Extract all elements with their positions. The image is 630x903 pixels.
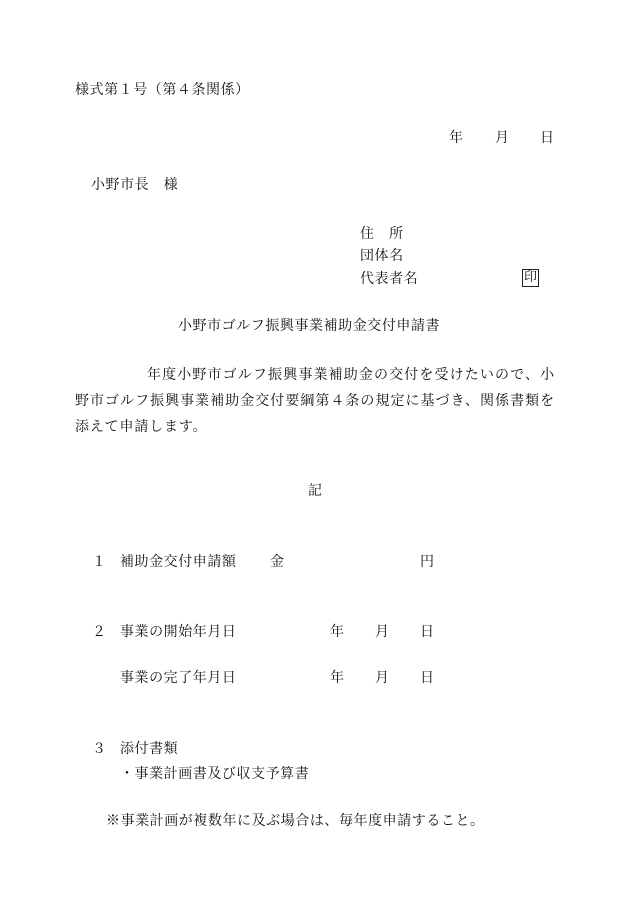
item3-number: ３	[92, 741, 107, 757]
date-year: 年	[449, 130, 464, 146]
organization-label: 団体名	[360, 248, 404, 264]
seal-mark: 印	[523, 270, 537, 285]
ki-label: 記	[308, 483, 323, 499]
item3-label: 添付書類	[120, 741, 179, 757]
item1-number: １	[92, 554, 107, 570]
footnote: ※事業計画が複数年に及ぶ場合は、毎年度申請すること。	[106, 813, 485, 829]
item2-end-year: 年	[330, 670, 345, 686]
item2-end-day: 日	[420, 670, 435, 686]
item2-end-label: 事業の完了年月日	[120, 670, 237, 686]
form-number: 様式第１号（第４条関係）	[75, 82, 250, 98]
date-month: 月	[495, 130, 510, 146]
item1-unit: 円	[420, 554, 435, 570]
application-body-text: 年度小野市ゴルフ振興事業補助金の交付を受けたいので、小野市ゴルフ振興事業補助金交付要綱第４条の規定に基づき、関係書類を添えて申請します。	[75, 367, 555, 435]
item2-number: ２	[92, 624, 107, 640]
item2-end-month: 月	[375, 670, 390, 686]
addressee: 小野市長 様	[91, 177, 179, 193]
item2-start-day: 日	[420, 624, 435, 640]
item3-attachment: ・事業計画書及び収支予算書	[120, 766, 310, 782]
item2-start-month: 月	[375, 624, 390, 640]
representative-label: 代表者名	[360, 271, 419, 287]
item2-start-label: 事業の開始年月日	[120, 624, 237, 640]
date-day: 日	[540, 130, 555, 146]
item2-start-year: 年	[330, 624, 345, 640]
address-label: 住 所	[360, 226, 404, 242]
document-title: 小野市ゴルフ振興事業補助金交付申請書	[178, 318, 441, 334]
item1-prefix: 金	[270, 554, 285, 570]
item1-label: 補助金交付申請額	[120, 554, 237, 570]
